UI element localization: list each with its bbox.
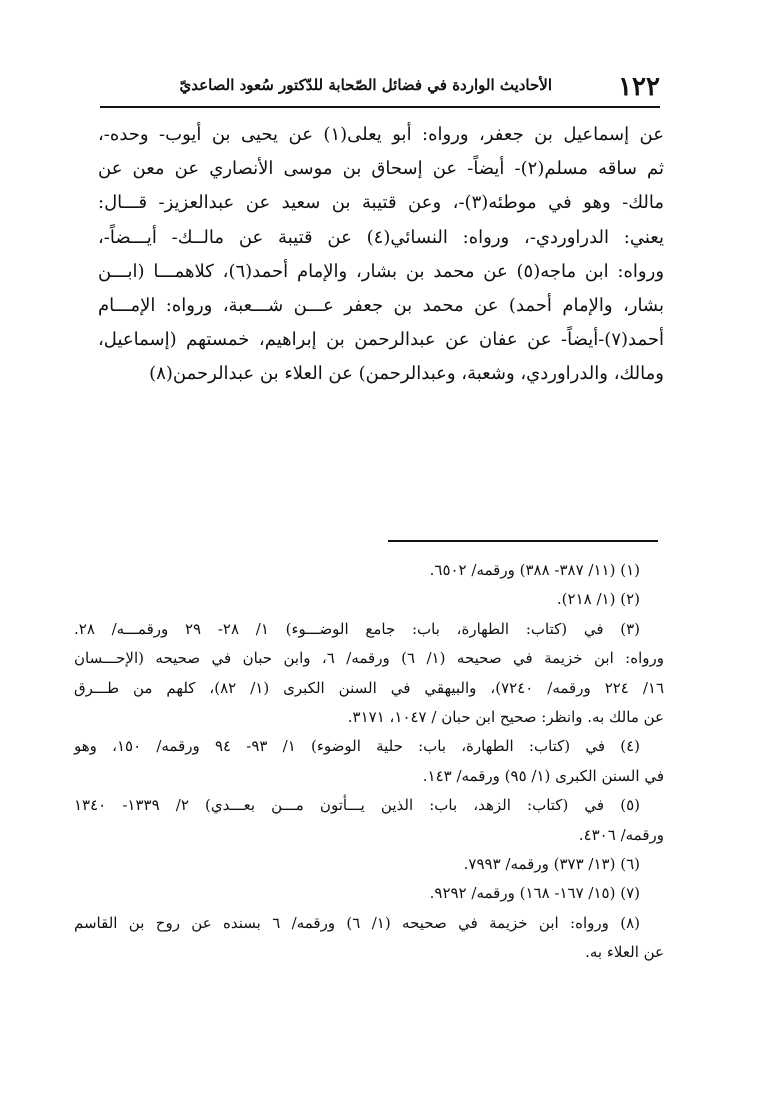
- text-line: بشار، والإمام أحمد) عن محمد بن جعفر عـــن شـــعبة، ورواه: الإمـــام: [98, 294, 664, 316]
- text-line: عن إسماعيل بن جعفر، ورواه: أبو يعلى(١) عن يحيى بن أيوب- وحده-،: [98, 124, 665, 145]
- text-line: ثم ساقه مسلم(٢)- أيضاً- عن إسحاق بن موسى الأنصاري عن معن عن: [98, 158, 664, 180]
- footnote-line: عن العلاء به.: [585, 943, 664, 962]
- footnote-line: ورواه: ابن خزيمة في صحيحه (١/ ٦) ورقمه/ ٦، وابن حبان في صحيحه (الإحـــسان: [74, 649, 664, 668]
- footnote-line: ١٦/ ٢٢٤ ورقمه/ ٧٢٤٠)، والبيهقي في السنن الكبرى (١/ ٨٢)، كلهم من طـــرق: [74, 678, 665, 697]
- text-line: مالك- وهو في موطئه(٣)-، وعن قتيبة بن سعيد عن عبدالعزيز- قـــال:: [98, 192, 664, 214]
- footnote-line: (٤) في (كتاب: الطهارة، باب: حلية الوضوء) ١/ ٩٣- ٩٤ ورقمه/ ١٥٠، وهو: [74, 737, 641, 756]
- page-number: ١٢٢: [618, 72, 660, 102]
- text-line: ورواه: ابن ماجه(٥) عن محمد بن بشار، والإمام أحمد(٦)، كلاهمـــا (ابـــن: [98, 260, 665, 282]
- footnotes: [74, 556, 664, 967]
- footnote-separator: [388, 540, 658, 542]
- footnote-line: (١) (١١/ ٣٨٧- ٣٨٨) ورقمه/ ٦٥٠٢.: [429, 561, 640, 579]
- footnote-line: (٨) ورواه: ابن خزيمة في صحيحه (١/ ٦) ورقمه/ ٦ بسنده عن روح بن القاسم: [74, 913, 640, 932]
- text-line: أحمد(٧)-أيضاً- عن عفان عن عبدالرحمن بن إبراهيم، خمستهم (إسماعيل،: [98, 329, 664, 351]
- footnote-line: (٣) في (كتاب: الطهارة، باب: جامع الوضـــوء) ١/ ٢٨- ٢٩ ورقمـــه/ ٢٨.: [74, 619, 640, 638]
- footnote-line: (٥) في (كتاب: الزهد، باب: الذين يـــأتون مـــن بعـــدي) ٢/ ١٣٣٩- ١٣٤٠: [74, 796, 640, 815]
- footnote-line: ورقمه/ ٤٣٠٦.: [578, 825, 664, 844]
- text-line: يعني: الدراوردي-، ورواه: النسائي(٤) عن قتيبة عن مالــك- أيـــضاً-،: [98, 226, 664, 248]
- text-line: ومالك، والدراوردي، وشعبة، وعبدالرحمن) عن العلاء بن عبدالرحمن(٨): [149, 363, 664, 385]
- main-text: [98, 118, 664, 392]
- footnote-line: في السنن الكبرى (١/ ٩٥) ورقمه/ ١٤٣.: [422, 766, 664, 785]
- running-title: الأحاديث الواردة في فضائل الصّحابة للدّكتور سُعود الصاعديّ: [179, 76, 552, 94]
- footnote-line: (٦) (١٣/ ٣٧٣) ورقمه/ ٧٩٩٣.: [463, 854, 640, 873]
- running-header: [100, 66, 660, 108]
- footnote-line: عن مالك به. وانظر: صحيح ابن حبان / ١٠٤٧، ٣١٧١.: [347, 707, 664, 726]
- footnote-line: (٧) (١٥/ ١٦٧- ١٦٨) ورقمه/ ٩٢٩٢.: [429, 884, 640, 903]
- footnote-line: (٢) (١/ ٢١٨).: [556, 590, 640, 609]
